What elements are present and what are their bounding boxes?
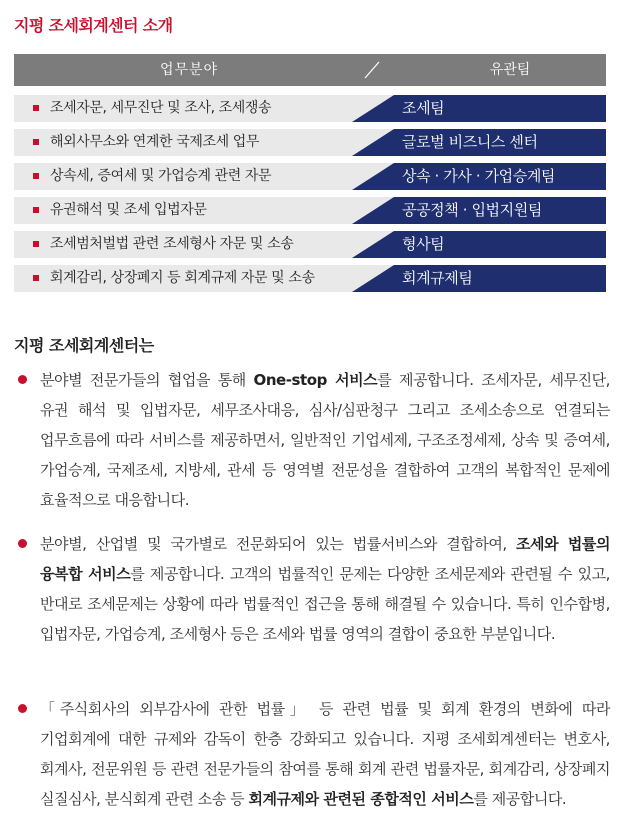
table-header: [14, 54, 606, 86]
p2-highlight: 조세와 법률의 융복합 서비스: [40, 535, 610, 583]
circle-bullet-icon: [18, 704, 27, 713]
square-bullet-icon: [33, 105, 39, 111]
row-area-label: 해외사무소와 연계한 국제조세 업무: [50, 134, 260, 150]
table-row: [14, 197, 606, 224]
p3-text-c: 를 제공합니다.: [473, 790, 567, 808]
square-bullet-icon: [33, 173, 39, 179]
table-row: [14, 163, 606, 190]
p2-text-c: 를 제공합니다. 고객의 법률적인 문제는 다양한 조세문제와 관련될 수 있고, 반대로 조세문제는 상황에 따라 법률적인 접근을 통해 해결될 수 있습니다. 특히 인수합병, 입법자문, 가업승계, 조세형사 등은 조세와 법률 영역의 결합이 중요한 부분입니다.: [40, 565, 611, 643]
table-row: [14, 265, 606, 292]
square-bullet-icon: [33, 275, 39, 281]
row-team-cell: [352, 265, 606, 292]
row-team-cell: [352, 231, 606, 258]
row-team-cell: [352, 95, 606, 122]
row-area-label: 조세범처벌법 관련 조세형사 자문 및 소송: [50, 236, 294, 252]
intro-paragraph-2: [40, 529, 610, 649]
p1-highlight: One-stop 서비스: [253, 371, 378, 389]
row-area-label: 회계감리, 상장폐지 등 회계규제 자문 및 소송: [50, 270, 315, 286]
table-row: [14, 95, 606, 122]
p2-text-a: 분야별, 산업별 및 국가별로 전문화되어 있는 법률서비스와 결합하여,: [40, 535, 517, 553]
row-team-label: 상속 · 가사 · 가업승계팀: [402, 167, 556, 185]
circle-bullet-icon: [18, 375, 27, 384]
square-bullet-icon: [33, 207, 39, 213]
table-row: [14, 231, 606, 258]
table-row: [14, 129, 606, 156]
row-team-label: 글로벌 비즈니스 센터: [402, 133, 538, 151]
intro-paragraph-3: [40, 694, 610, 814]
p1-text-c: 를 제공합니다. 조세자문, 세무진단, 유권 해석 및 입법자문, 세무조사대응, 심사/심판청구 그리고 조세소송으로 연결되는 업무흐름에 따라 서비스를 제공하면서, 일반적인 기업세제, 구조조정세제, 상속 및 증여세, 가업승계, 국제조세, 지방세, 관세 등 영역별 전문성을 결합하여 고객의 복합적인 문제에 효율적으로 대응합니다.: [40, 371, 610, 509]
row-team-label: 형사팀: [402, 235, 445, 253]
circle-bullet-icon: [18, 539, 27, 548]
header-related-team: 유관팀: [489, 62, 531, 78]
row-area-label: 유권해석 및 조세 입법자문: [50, 202, 207, 218]
page-title: 지평 조세회계센터 소개: [14, 16, 173, 35]
row-team-label: 회계규제팀: [402, 269, 473, 287]
row-area-label: 상속세, 증여세 및 가업승계 관련 자문: [50, 168, 272, 184]
row-area-label: 조세자문, 세무진단 및 조사, 조세쟁송: [50, 100, 272, 116]
row-team-label: 공공정책 · 입법지원팀: [402, 201, 542, 219]
square-bullet-icon: [33, 241, 39, 247]
p3-highlight: 회계규제와 관련된 종합적인 서비스: [248, 790, 474, 808]
p3-text-a: 「주식회사의 외부감사에 관한 법률」 등 관련 법률 및 회계 환경의 변화에 따라 기업회계에 대한 규제와 감독이 한층 강화되고 있습니다. 지평 조세회계센터는 변호사, 회계사, 전문위원 등 관련 전문가들의 참여를 통해 회계 관련 법률자문, 회계감리, 상장폐지 실질심사, 분식회계 관련 소송 등: [40, 700, 610, 808]
header-divider-slash: [359, 60, 385, 80]
p1-text-a: 분야별 전문가들의 협업을 통해: [40, 371, 254, 389]
service-table: [14, 54, 606, 292]
row-team-label: 조세팀: [402, 99, 445, 117]
section-heading: 지평 조세회계센터는: [14, 336, 154, 355]
intro-paragraph-1: [40, 365, 610, 515]
square-bullet-icon: [33, 139, 39, 145]
header-business-area: 업무분야: [159, 62, 219, 78]
